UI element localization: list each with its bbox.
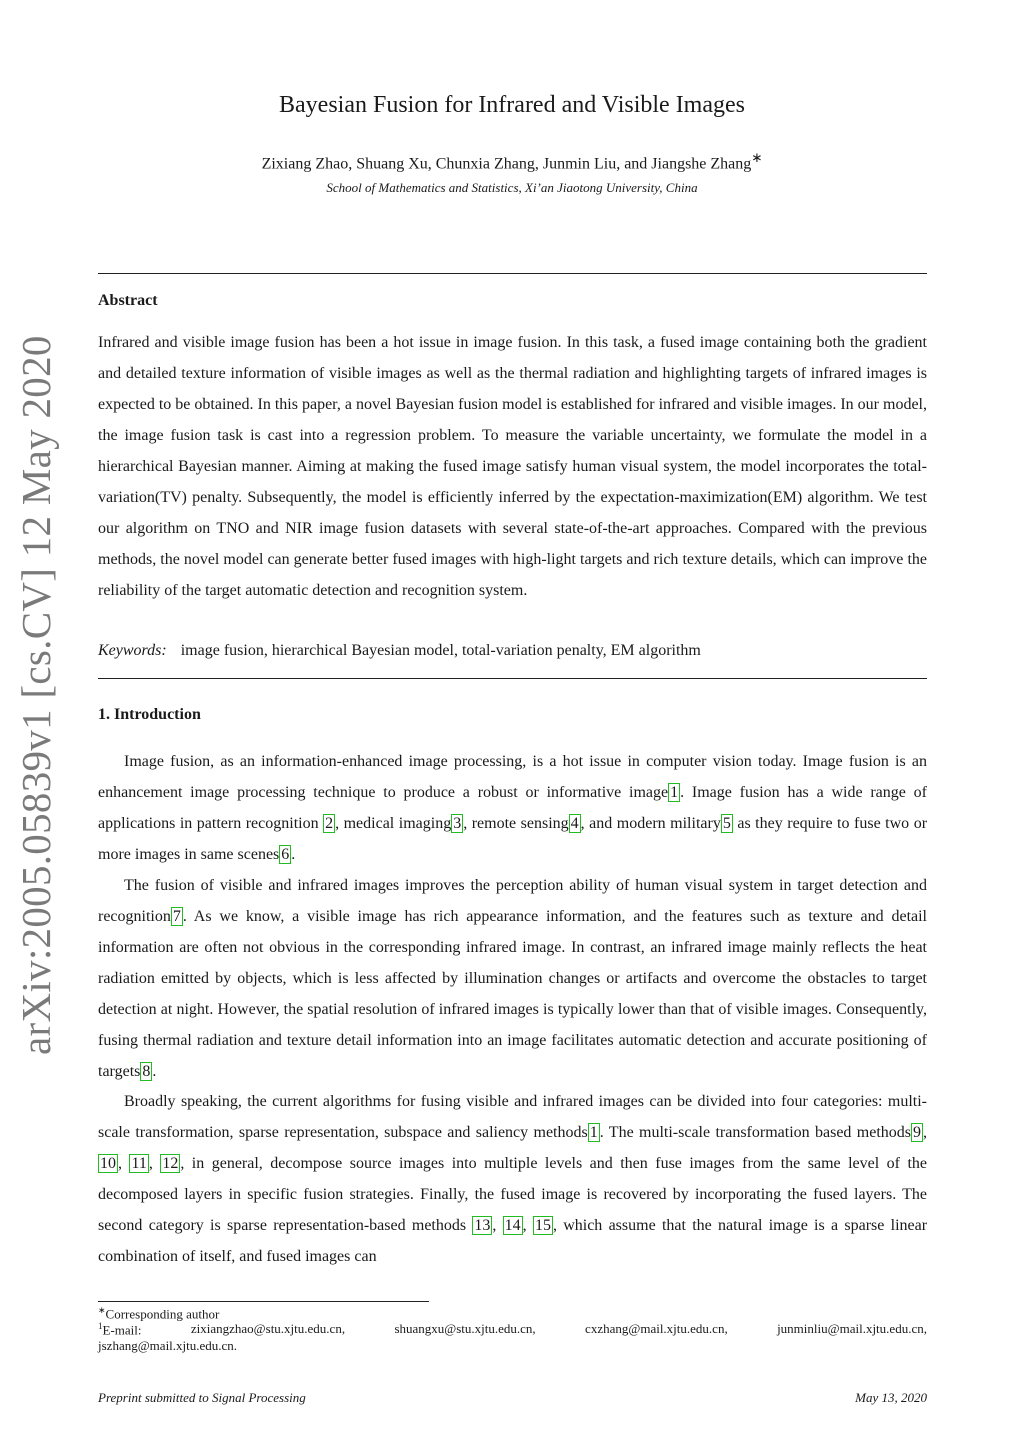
keywords-label: Keywords: (98, 642, 167, 659)
paragraph-text: as they require to fuse two or more images in same scenes (98, 815, 928, 863)
citation-link[interactable]: 8 (142, 1063, 151, 1080)
footer-date: May 13, 2020 (855, 1390, 927, 1405)
email-address[interactable]: jszhang@mail.xjtu.edu.cn. (98, 1338, 238, 1354)
citation-link[interactable]: 13 (474, 1217, 491, 1234)
citation-link[interactable]: 9 (913, 1124, 922, 1141)
intro-paragraph-2 (98, 870, 927, 1087)
citation-link[interactable]: 7 (172, 908, 181, 925)
arxiv-stamp: arXiv:2005.05839v1 [cs.CV] 12 May 2020 (13, 335, 59, 1055)
citation-link[interactable]: 14 (504, 1217, 521, 1234)
paragraph-text: , in general, decompose source images into multiple levels and then fuse images from the same level of the decomposed layers in specific fusion strategies. Finally, the fused image is recovered by incorporating the fused layers. The second category is sparse representation-based methods (98, 1155, 928, 1234)
intro-paragraph-3 (98, 1086, 927, 1272)
intro-heading: 1. Introduction (98, 706, 201, 723)
abstract-text: Infrared and visible image fusion has been a hot issue in image fusion. In this task, a fused image containing both the gradient and detailed texture information of visible images as well as the thermal radiation and highlighting targets of infrared images is expected to be obtained. In this paper, a novel Bayesian fusion model is established for infrared and visible images. In our model, the image fusion task is cast into a regression problem. To measure the variable uncertainty, we formulate the model in a hierarchical Bayesian manner. Aiming at making the fused image satisfy human visual system, the model incorporates the total-variation(TV) penalty. Subsequently, the model is efficiently inferred by the expectation-maximization(EM) algorithm. We test our algorithm on TNO and NIR image fusion datasets with several state-of-the-art approaches. Compared with the previous methods, the novel model can generate better fused images with high-light targets and rich texture details, which can improve the reliability of the target automatic detection and recognition system. (98, 334, 927, 599)
abstract-heading: Abstract (98, 292, 158, 309)
paragraph-text: , remote sensing (463, 815, 569, 832)
email-label: E-mail: (102, 1322, 142, 1338)
email-address[interactable]: shuangxu@stu.xjtu.edu.cn, (394, 1321, 536, 1336)
keywords (98, 642, 701, 660)
paragraph-text: , (923, 1124, 928, 1141)
citation-link[interactable]: 4 (570, 815, 579, 832)
footnote-corresponding-text: Corresponding author (105, 1306, 220, 1322)
paragraph-text: . As we know, a visible image has rich appearance information, and the features such as texture and detail information are often not obvious in the corresponding infrared image. In contrast, an infrared image mainly reflects the heat radiation emitted by objects, which is less affected by illumination changes or artifacts and overcome the obstacles to target detection at night. However, the spatial resolution of infrared images is typically lower than that of visible images. Consequently, fusing thermal radiation and texture detail information into an image facilitates automatic detection and accurate positioning of targets (98, 908, 927, 1080)
intro-paragraph-1 (98, 746, 927, 870)
footer-journal: Preprint submitted to Signal Processing (98, 1390, 306, 1405)
footnote-rule (98, 1301, 429, 1302)
email-address[interactable]: cxzhang@mail.xjtu.edu.cn, (585, 1321, 728, 1336)
author-list (0, 150, 1024, 173)
citation-link[interactable]: 11 (131, 1155, 147, 1172)
corresponding-mark: ∗ (751, 150, 763, 165)
paragraph-text: The fusion of visible and infrared images improves the perception ability of human visual system in target detection and recognition (98, 877, 927, 925)
footnote-number-mark: 1 (98, 1321, 103, 1331)
paragraph-text: Broadly speaking, the current algorithms for fusing visible and infrared images can be divided into four categories: multi-scale transformation, sparse representation, subspace and saliency methods (98, 1093, 927, 1141)
paragraph-text: . The multi-scale transformation based methods (599, 1124, 912, 1141)
keywords-text: image fusion, hierarchical Bayesian model, total-variation penalty, EM algorithm (180, 642, 701, 659)
top-rule (98, 273, 927, 274)
footnote-star-mark: ∗ (98, 1305, 106, 1315)
authors-text: Zixiang Zhao, Shuang Xu, Chunxia Zhang, Junmin Liu, and Jiangshe Zhang (261, 155, 752, 173)
citation-link[interactable]: 2 (325, 815, 334, 832)
paragraph-text: . (152, 1063, 157, 1080)
affiliation: School of Mathematics and Statistics, Xi’an Jiaotong University, China (326, 180, 698, 195)
citation-link[interactable]: 15 (534, 1217, 551, 1234)
paragraph-text: , (492, 1217, 503, 1234)
bottom-rule (98, 678, 927, 679)
paragraph-text: . (291, 846, 296, 863)
paragraph-text: , (148, 1155, 161, 1172)
citation-link[interactable]: 6 (281, 846, 290, 863)
citation-link[interactable]: 12 (162, 1155, 179, 1172)
citation-link[interactable]: 10 (100, 1155, 116, 1172)
paper-title: Bayesian Fusion for Infrared and Visible Images (279, 92, 745, 118)
citation-link[interactable]: 3 (453, 815, 462, 832)
paragraph-text: , and modern military (580, 815, 721, 832)
citation-link[interactable]: 1 (589, 1124, 598, 1141)
paragraph-text: , which assume that the natural image is a sparse linear combination of itself, and fused images can (98, 1217, 928, 1265)
citation-link[interactable]: 1 (670, 784, 679, 801)
paragraph-text: , (118, 1155, 130, 1172)
paragraph-text: . Image fusion has a wide range of applications in pattern recognition (98, 784, 927, 832)
citation-link[interactable]: 5 (722, 815, 731, 832)
footnote-email (98, 1321, 927, 1354)
email-address[interactable]: junminliu@mail.xjtu.edu.cn, (777, 1321, 927, 1336)
footnote-corresponding (98, 1305, 927, 1322)
paragraph-text: Image fusion, as an information-enhanced image processing, is a hot issue in computer vision today. Image fusion is an enhancement image processing technique to produce a robust or informative image (98, 753, 927, 801)
email-address[interactable]: zixiangzhao@stu.xjtu.edu.cn, (190, 1321, 346, 1336)
paragraph-text: , medical imaging (335, 815, 452, 832)
paragraph-text: , (522, 1217, 533, 1234)
